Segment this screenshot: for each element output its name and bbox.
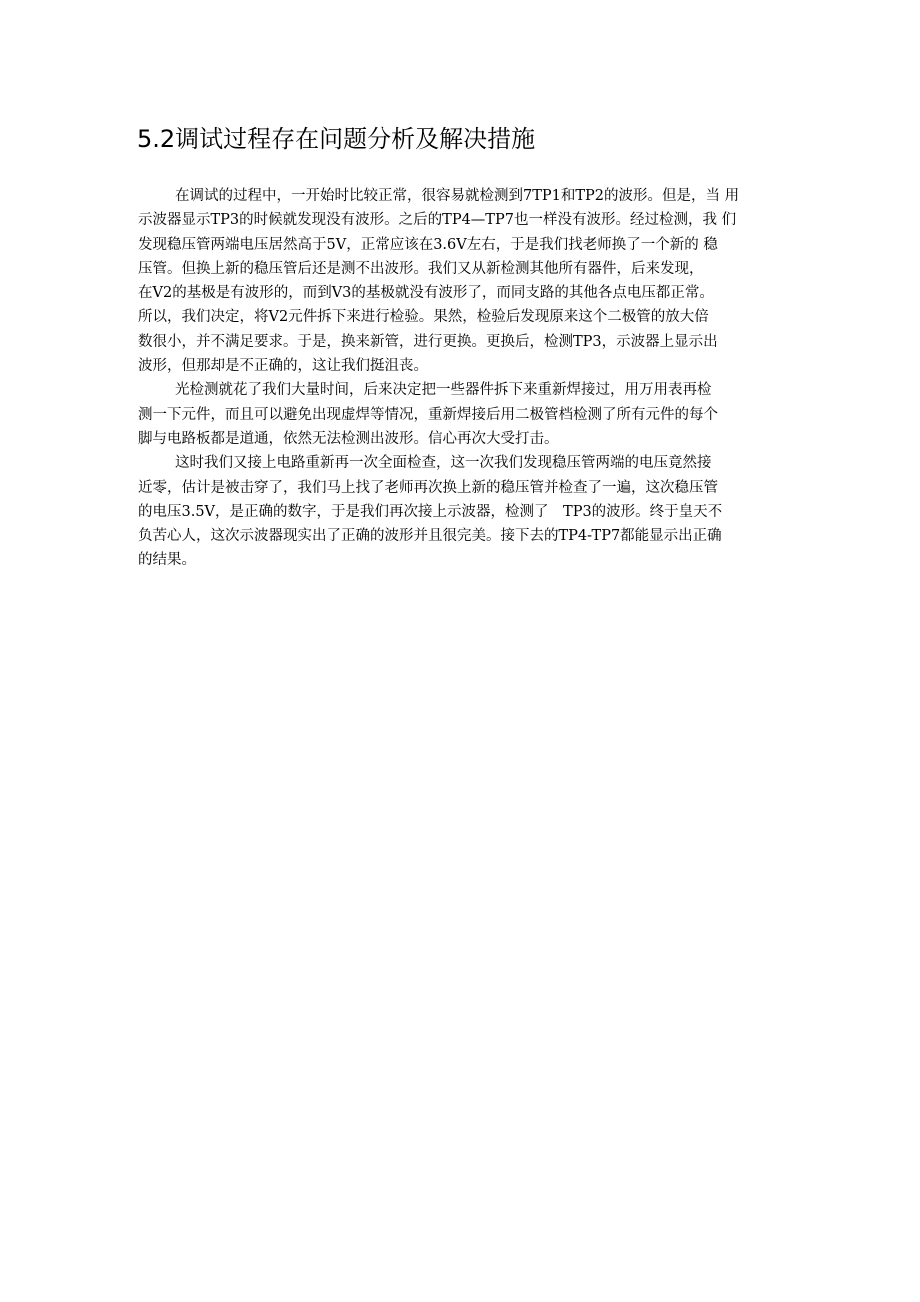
text-line: 示波器显示TP3的时候就发现没有波形。之后的TP4—TP7也一样没有波形。经过检测，我 们 — [138, 212, 737, 229]
text-line: 光检测就花了我们大量时间，后来决定把一些器件拆下来重新焊接过，用万用表再检 — [175, 382, 712, 399]
text-line: 所以，我们决定，将V2元件拆下来进行检验。果然，检验后发现原来这个二极管的放大倍 — [138, 309, 709, 326]
text-line: 发现稳压管两端电压居然高于5V，正常应该在3.6V左右，于是我们找老师换了一个新的 稳 — [138, 236, 718, 253]
text-line: 压管。但换上新的稳压管后还是测不出波形。我们又从新检测其他所有器件，后来发现， — [138, 260, 704, 277]
text-line: 的电压3.5V，是正确的数字，于是我们再次接上示波器，检测了 TP3的波形。终于皇天不 — [138, 503, 723, 520]
text-line: 的结果。 — [138, 552, 196, 569]
text-line: 在调试的过程中，一开始时比较正常，很容易就检测到7TP1和TP2的波形。但是，当 用 — [175, 188, 740, 204]
text-line: 近零，估计是被击穿了，我们马上找了老师再次换上新的稳压管并检查了一遍，这次稳压管 — [138, 479, 718, 496]
text-line: 在V2的基极是有波形的，而到V3的基极就没有波形了，而同支路的其他各点电压都正常。 — [138, 285, 714, 302]
text-line: 这时我们又接上电路重新再一次全面检查，这一次我们发现稳压管两端的电压竟然接 — [175, 455, 712, 472]
text-line: 负苦心人，这次示波器现实出了正确的波形并且很完美。接下去的TP4-TP7都能显示出正确 — [138, 528, 722, 545]
text-line: 测一下元件，而且可以避免出现虚焊等情况，重新焊接后用二极管档检测了所有元件的每个 — [138, 406, 718, 423]
section-heading: 5.2调试过程存在问题分析及解决措施 — [137, 125, 536, 153]
text-line: 数很小，并不满足要求。于是，换来新管，进行更换。更换后，检测TP3，示波器上显示出 — [138, 333, 718, 350]
text-line: 波形，但那却是不正确的，这让我们挺沮丧。 — [138, 358, 428, 375]
text-line: 脚与电路板都是道通，依然无法检测出波形。信心再次大受打击。 — [138, 430, 559, 447]
body-text — [138, 184, 798, 573]
